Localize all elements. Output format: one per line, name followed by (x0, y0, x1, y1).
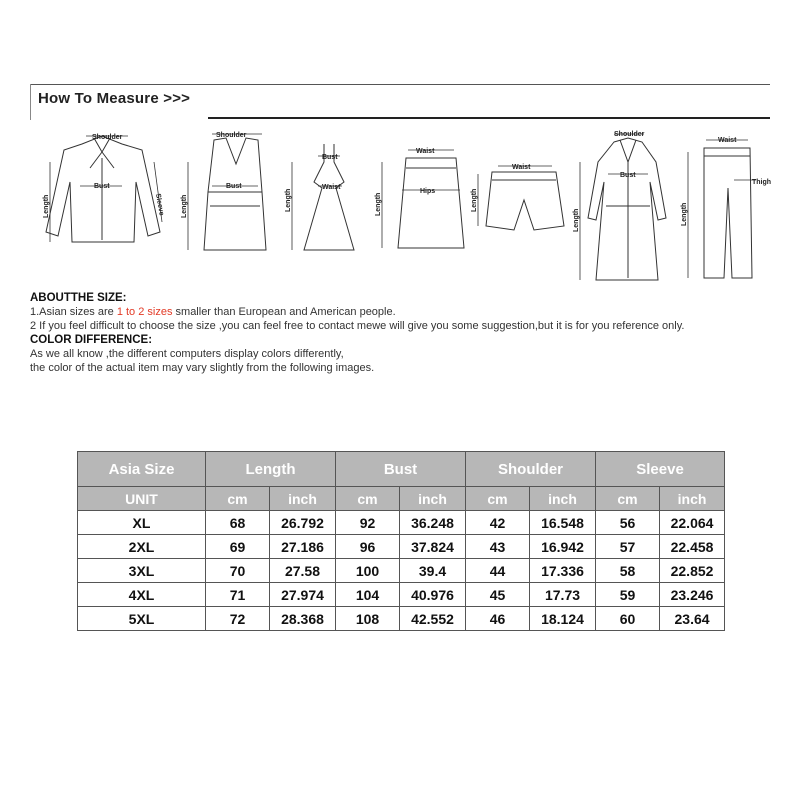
measure-figures (30, 122, 775, 292)
table-cell: 17.73 (530, 583, 596, 607)
table-cell: 22.064 (660, 511, 725, 535)
tank-length-label: Length (181, 194, 188, 218)
shirt-shoulder-label: Shoulder (92, 134, 123, 141)
coat-length-label: Length (573, 208, 580, 232)
table-cell: 4XL (78, 583, 206, 607)
page-title: How To Measure >>> (38, 90, 191, 107)
table-cell: 23.246 (660, 583, 725, 607)
table-cell: 45 (466, 583, 530, 607)
dress-figure (285, 144, 354, 250)
table-cell: 96 (336, 535, 400, 559)
table-cell: 26.792 (270, 511, 336, 535)
shorts-figure (471, 164, 564, 230)
note-line-1-post: smaller than European and American people. (172, 306, 396, 318)
size-notes (30, 291, 775, 375)
table-header-row (78, 452, 725, 487)
shirt-length-label: Length (43, 194, 50, 218)
skirt-hips-label: Hips (420, 188, 436, 195)
note-line-1-highlight: 1 to 2 sizes (116, 306, 173, 318)
table-cell: 72 (206, 607, 270, 631)
header-bust: Bust (336, 452, 466, 487)
table-cell: 71 (206, 583, 270, 607)
table-cell: 17.336 (530, 559, 596, 583)
unit-cell: inch (400, 487, 466, 511)
note-line-1-pre: 1.Asian sizes are (30, 306, 117, 318)
dress-waist-label: Waist (322, 184, 341, 191)
table-cell: 18.124 (530, 607, 596, 631)
shirt-figure (43, 134, 165, 242)
left-divider (30, 84, 31, 120)
pants-waist-label: Waist (718, 137, 737, 144)
table-cell: 44 (466, 559, 530, 583)
skirt-waist-label: Waist (416, 148, 435, 155)
table-cell: 58 (596, 559, 660, 583)
title-underline (208, 117, 770, 119)
table-cell: 59 (596, 583, 660, 607)
coat-bust-label: Bust (620, 172, 636, 179)
table-cell: 16.942 (530, 535, 596, 559)
table-cell: 56 (596, 511, 660, 535)
shorts-waist-label: Waist (512, 164, 531, 171)
about-size-heading: ABOUTTHE SIZE: (30, 292, 127, 304)
tank-figure (181, 132, 266, 250)
tank-shoulder-label: Shoulder (216, 132, 247, 139)
unit-cell: cm (206, 487, 270, 511)
note-line-4: the color of the actual item may vary slightly from the following images. (30, 362, 375, 374)
note-line-2: 2 If you feel difficult to choose the size ,you can feel free to contact mewe will give you some suggestion,but it is for you reference only. (30, 320, 685, 332)
pants-thigh-label: Thigh (752, 179, 772, 186)
table-cell: 57 (596, 535, 660, 559)
unit-cell: inch (660, 487, 725, 511)
table-cell: 108 (336, 607, 400, 631)
table-cell: 27.58 (270, 559, 336, 583)
table-cell: 23.64 (660, 607, 725, 631)
table-cell: 22.852 (660, 559, 725, 583)
table-cell: 3XL (78, 559, 206, 583)
top-divider (30, 84, 770, 85)
table-cell: 104 (336, 583, 400, 607)
header-shoulder: Shoulder (466, 452, 596, 487)
unit-cell: inch (530, 487, 596, 511)
table-cell: 39.4 (400, 559, 466, 583)
dress-length-label: Length (285, 188, 292, 212)
table-cell: 100 (336, 559, 400, 583)
note-line-1 (30, 305, 775, 319)
table-unit-row (78, 487, 725, 511)
table-cell: 69 (206, 535, 270, 559)
shorts-length-label: Length (471, 188, 478, 212)
table-cell: 92 (336, 511, 400, 535)
pants-figure (681, 137, 771, 278)
size-chart-table (77, 451, 725, 631)
shirt-sleeve-label: Sleeve (154, 193, 165, 217)
header-asia-size: Asia Size (78, 452, 206, 487)
table-cell: 27.974 (270, 583, 336, 607)
table-cell: 43 (466, 535, 530, 559)
pants-length-label: Length (681, 202, 688, 226)
table-cell: 46 (466, 607, 530, 631)
table-row (78, 559, 725, 583)
coat-figure (573, 131, 666, 280)
tank-bust-label: Bust (226, 183, 242, 190)
skirt-figure (375, 148, 464, 248)
table-cell: 42.552 (400, 607, 466, 631)
header-sleeve: Sleeve (596, 452, 725, 487)
table-cell: 68 (206, 511, 270, 535)
table-cell: 28.368 (270, 607, 336, 631)
coat-shoulder-label: Shoulder (614, 131, 645, 138)
table-row (78, 583, 725, 607)
unit-cell: UNIT (78, 487, 206, 511)
unit-cell: inch (270, 487, 336, 511)
table-row (78, 535, 725, 559)
unit-cell: cm (466, 487, 530, 511)
table-cell: 5XL (78, 607, 206, 631)
note-line-3: As we all know ,the different computers display colors differently, (30, 348, 344, 360)
unit-cell: cm (596, 487, 660, 511)
table-cell: 16.548 (530, 511, 596, 535)
table-cell: 40.976 (400, 583, 466, 607)
dress-bust-label: Bust (322, 154, 338, 161)
table-cell: 27.186 (270, 535, 336, 559)
table-cell: 60 (596, 607, 660, 631)
unit-cell: cm (336, 487, 400, 511)
table-row (78, 511, 725, 535)
color-difference-heading: COLOR DIFFERENCE: (30, 334, 153, 346)
table-cell: 22.458 (660, 535, 725, 559)
table-cell: 42 (466, 511, 530, 535)
table-cell: 2XL (78, 535, 206, 559)
table-row (78, 607, 725, 631)
table-cell: 37.824 (400, 535, 466, 559)
shirt-bust-label: Bust (94, 183, 110, 190)
table-cell: XL (78, 511, 206, 535)
table-cell: 70 (206, 559, 270, 583)
table-cell: 36.248 (400, 511, 466, 535)
header-length: Length (206, 452, 336, 487)
skirt-length-label: Length (375, 192, 382, 216)
